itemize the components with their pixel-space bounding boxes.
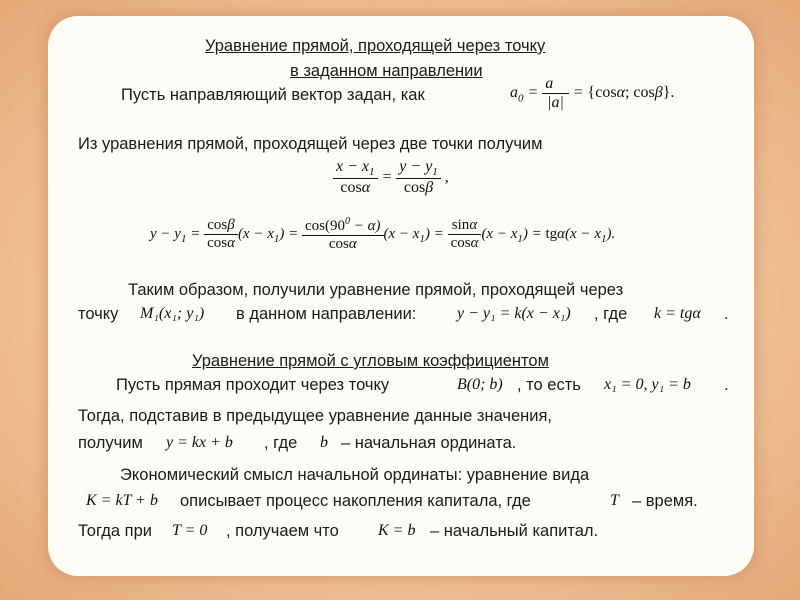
paragraph-we-get: получим	[78, 434, 143, 452]
paragraph-time: – время.	[632, 492, 698, 510]
paragraph-that-is: , то есть	[517, 376, 581, 394]
formula-direction-vector: $a_0$ = $\frac{a⃗}{|a|}$ = {cosα; cosβ}.	[510, 75, 675, 111]
paragraph-capital-process: описывает процесс накопления капитала, где	[180, 492, 531, 510]
formula-T: T	[610, 492, 619, 509]
paragraph-economic-meaning: Экономический смысл начальной ординаты: уравнение вида	[120, 466, 590, 484]
paragraph-we-obtain: , получаем что	[226, 522, 339, 540]
formula-y-kx-b: y = kx + b	[166, 434, 233, 451]
formula-K-b: K = b	[378, 522, 416, 539]
paragraph-where: , где	[264, 434, 298, 452]
paragraph-conclusion-line1: Таким образом, получили уравнение прямой, проходящей через	[128, 281, 624, 299]
formula-line-eq: y − y₁ = k(x − x₁)	[457, 305, 571, 322]
heading-line-2: в заданном направлении	[290, 62, 483, 80]
formula-point-m1: M₁(x₁; y₁)	[140, 305, 205, 322]
paragraph-conclusion-word-point: точку	[78, 305, 119, 323]
formula-x1-y1: x₁ = 0, y₁ = b	[604, 376, 691, 393]
formula-T-0: T = 0	[172, 522, 208, 539]
paragraph-conclusion-where: , где	[594, 305, 628, 323]
formula-K-kT-b: K = kT + b	[86, 492, 158, 509]
paragraph-dot-1: .	[724, 376, 729, 394]
paragraph-through-point: Пусть прямая проходит через точку	[116, 376, 390, 394]
heading-slope: Уравнение прямой с угловым коэффициентом	[192, 352, 549, 370]
paragraph-substituting: Тогда, подставив в предыдущее уравнение данные значения,	[78, 407, 553, 425]
paragraph-conclusion-dot: .	[724, 305, 729, 323]
formula-point-b: B(0; b)	[457, 376, 503, 393]
paragraph-vector: Пусть направляющий вектор задан, как	[121, 86, 425, 104]
formula-two-point: $\frac{x - x_1}{\cos\alpha}$ = $\frac{y - y_1}{\cos\beta}$ ,	[333, 158, 449, 197]
paragraph-initial-capital: – начальный капитал.	[430, 522, 599, 540]
formula-k-def: k = tgα	[654, 305, 701, 322]
paragraph-initial-ordinate: – начальная ордината.	[341, 434, 517, 452]
formula-slope-chain: $y - y_1$ = $\frac{\cos\beta}{\cos\alpha}$ $(x - x_1)$ = $\frac{\cos(90^0 - \alpha)}{\cos\alpha}$ $(x - x_1)$ = $\frac{\sin\alpha}{\cos\alpha}$ $(x - x_1) = tg\alpha(x - x_1)$.	[150, 216, 616, 252]
heading-line-1: Уравнение прямой, проходящей через точку	[205, 37, 546, 55]
formula-b: b	[320, 434, 328, 451]
paragraph-two-points: Из уравнения прямой, проходящей через две точки получим	[78, 135, 543, 153]
paragraph-then-at: Тогда при	[78, 522, 152, 540]
paragraph-conclusion-direction: в данном направлении:	[236, 305, 417, 323]
